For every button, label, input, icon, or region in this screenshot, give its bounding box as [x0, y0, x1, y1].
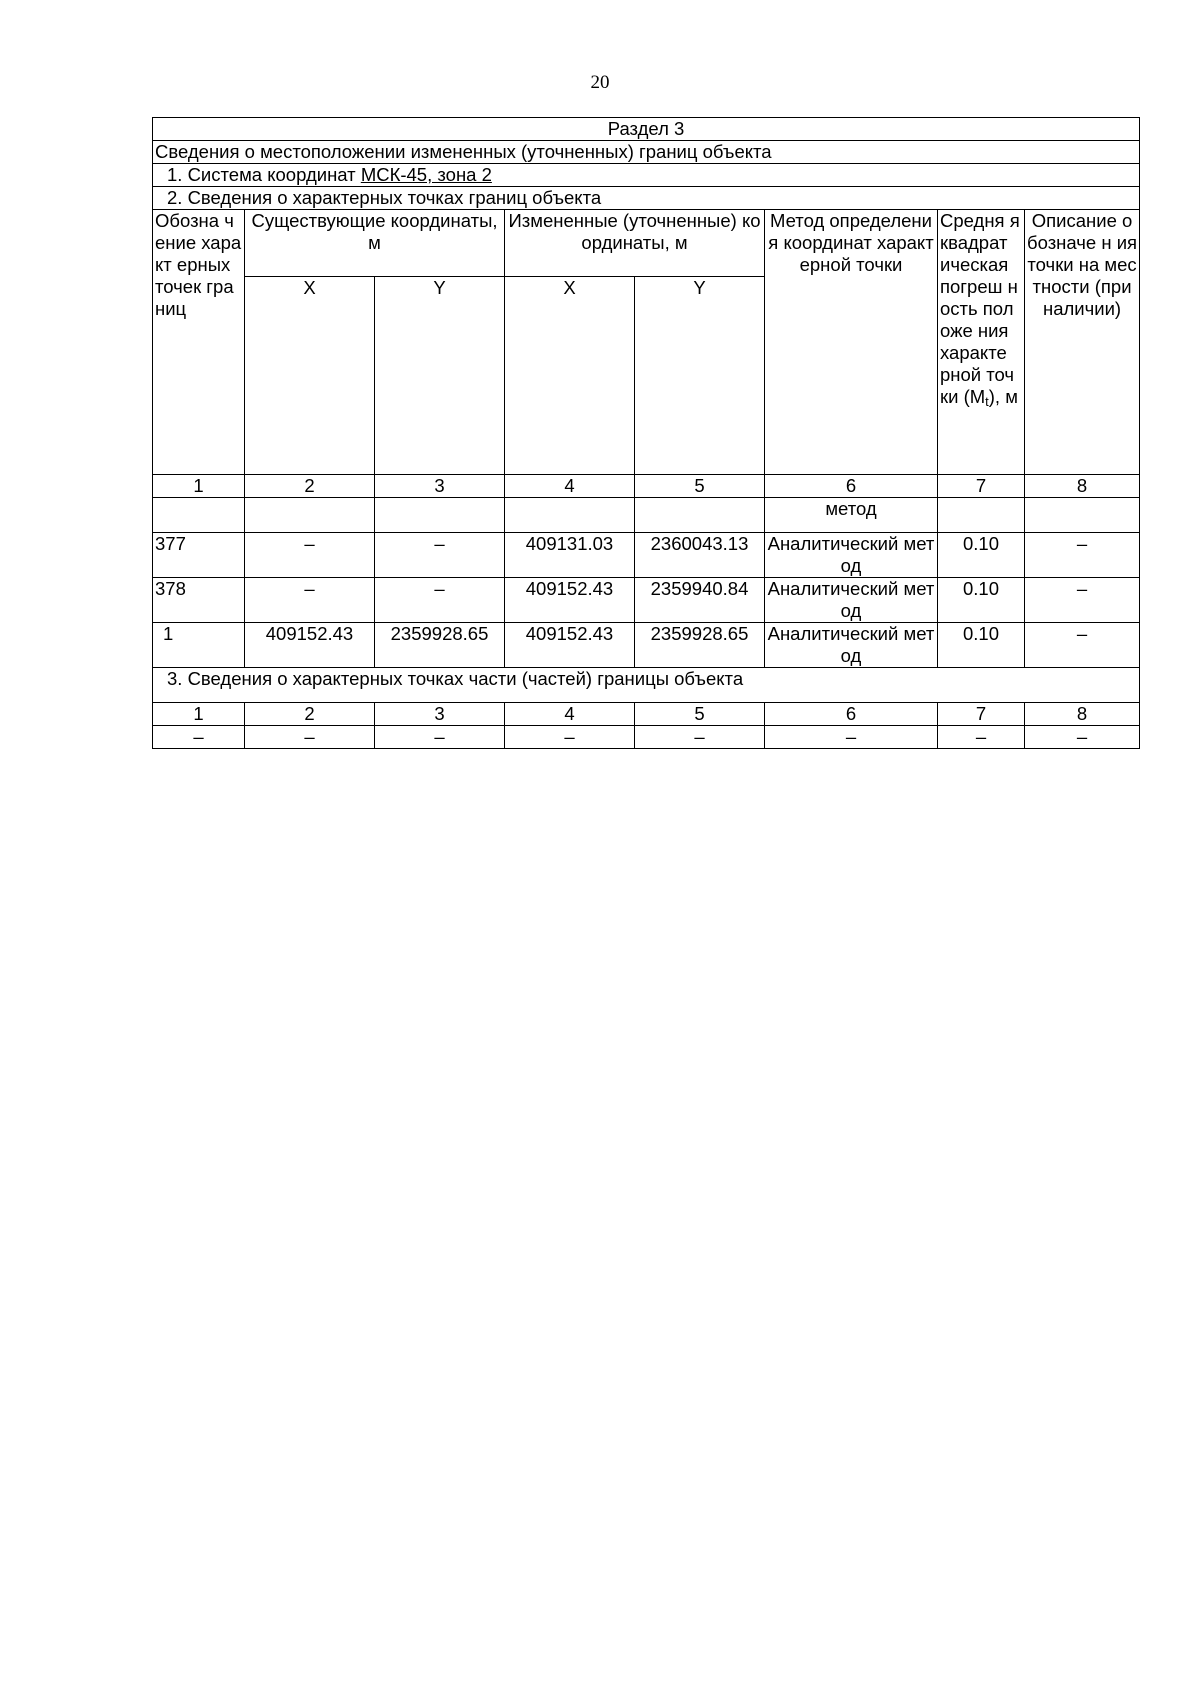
coord-system-row — [153, 164, 1140, 187]
column-number: 5 — [635, 703, 765, 726]
table-cell — [375, 498, 505, 533]
column-number: 2 — [245, 703, 375, 726]
error-value: 0.10 — [938, 533, 1025, 578]
table-cell: – — [245, 726, 375, 749]
table-cell — [1025, 498, 1140, 533]
points-section-title: 2. Сведения о характерных точках границ объекта — [153, 187, 1140, 210]
table-cell — [635, 498, 765, 533]
header-error — [938, 210, 1025, 475]
column-number: 1 — [153, 703, 245, 726]
changed-y: 2359940.84 — [635, 578, 765, 623]
changed-y: 2360043.13 — [635, 533, 765, 578]
column-number: 4 — [505, 703, 635, 726]
coord-system-label: 1. Система координат — [167, 164, 361, 185]
point-id: 378 — [153, 578, 245, 623]
point-id: 377 — [153, 533, 245, 578]
table-cell — [245, 498, 375, 533]
boundary-points-table — [152, 117, 1140, 749]
part-points-title: 3. Сведения о характерных точках части (частей) границы объекта — [153, 668, 1140, 703]
method: Аналитический метод — [765, 533, 938, 578]
header-error-text: Средня я квадрат ическая погреш ность положе ния характе рной точки (M — [940, 210, 1020, 407]
header-existing-y: Y — [375, 277, 505, 475]
changed-x: 409131.03 — [505, 533, 635, 578]
continued-method-cell: метод — [765, 498, 938, 533]
error-value: 0.10 — [938, 623, 1025, 668]
existing-x: – — [245, 578, 375, 623]
coord-system-value: МСК-45, зона 2 — [360, 164, 492, 185]
existing-y: – — [375, 533, 505, 578]
header-changed-coords: Измененные (уточненные) координаты, м — [505, 210, 765, 277]
existing-x: 409152.43 — [245, 623, 375, 668]
table-cell: – — [938, 726, 1025, 749]
table-row — [153, 623, 1140, 668]
page-number: 20 — [590, 72, 610, 93]
existing-y: – — [375, 578, 505, 623]
column-number: 6 — [765, 703, 938, 726]
part-table-row — [153, 726, 1140, 749]
part-column-numbers-row — [153, 703, 1140, 726]
table-cell — [153, 498, 245, 533]
existing-x: – — [245, 533, 375, 578]
point-id: 1 — [153, 623, 245, 668]
table-row — [153, 533, 1140, 578]
table-cell: – — [765, 726, 938, 749]
table-cell — [938, 498, 1025, 533]
header-method: Метод определения координат характерной точки — [765, 210, 938, 475]
description: – — [1025, 533, 1140, 578]
table-cell: – — [635, 726, 765, 749]
description: – — [1025, 578, 1140, 623]
column-number: 6 — [765, 475, 938, 498]
existing-y: 2359928.65 — [375, 623, 505, 668]
column-number: 8 — [1025, 703, 1140, 726]
table-cell — [505, 498, 635, 533]
header-description: Описание обозначе н ия точки на местности (при наличии) — [1025, 210, 1140, 475]
method: Аналитический метод — [765, 623, 938, 668]
column-number: 5 — [635, 475, 765, 498]
changed-y: 2359928.65 — [635, 623, 765, 668]
column-number: 7 — [938, 475, 1025, 498]
column-number: 4 — [505, 475, 635, 498]
column-number: 3 — [375, 703, 505, 726]
changed-x: 409152.43 — [505, 578, 635, 623]
table-cell: – — [1025, 726, 1140, 749]
header-changed-y: Y — [635, 277, 765, 475]
column-number: 7 — [938, 703, 1025, 726]
error-value: 0.10 — [938, 578, 1025, 623]
section-subtitle: Сведения о местоположении измененных (уточненных) границ объекта — [153, 141, 1140, 164]
continued-row — [153, 498, 1140, 533]
header-designation: Обозна чение характ ерных точек границ — [153, 210, 245, 475]
header-error-tail: ), м — [988, 386, 1018, 407]
column-number: 3 — [375, 475, 505, 498]
table-cell: – — [153, 726, 245, 749]
table-cell: – — [505, 726, 635, 749]
section-title: Раздел 3 — [153, 118, 1140, 141]
column-number: 1 — [153, 475, 245, 498]
header-existing-coords: Существующие координаты, м — [245, 210, 505, 277]
header-changed-x: X — [505, 277, 635, 475]
column-numbers-row — [153, 475, 1140, 498]
table-row — [153, 578, 1140, 623]
header-existing-x: X — [245, 277, 375, 475]
column-number: 2 — [245, 475, 375, 498]
column-number: 8 — [1025, 475, 1140, 498]
description: – — [1025, 623, 1140, 668]
header-error-sub: t — [985, 394, 989, 409]
table-cell: – — [375, 726, 505, 749]
method: Аналитический метод — [765, 578, 938, 623]
changed-x: 409152.43 — [505, 623, 635, 668]
